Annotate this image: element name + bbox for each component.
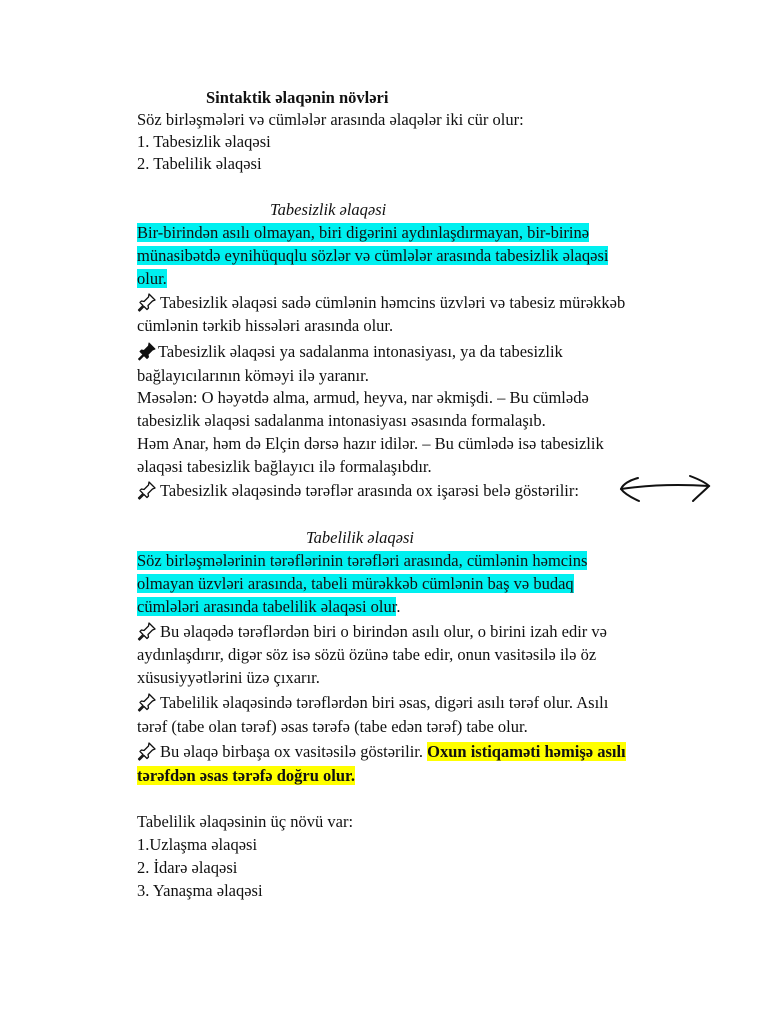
tabesizlik-definition-line-1 [137, 222, 589, 244]
point-text: Tabesizlik əlaqəsi ya sadalanma intonasiyası, ya da tabesizlik [158, 342, 563, 361]
tabesizlik-heading: Tabesizlik əlaqəsi [270, 200, 387, 219]
highlighted-text: cümlələri arasında tabelilik əlaqəsi olur [137, 597, 397, 616]
subtypes-intro: Tabelilik əlaqəsinin üç növü var: [137, 812, 354, 831]
tabelilik-definition-line-1 [137, 550, 587, 572]
tabesizlik-definition-line-3 [137, 268, 167, 290]
tabelilik-point-3-cont [137, 765, 355, 787]
tabesizlik-definition-line-2 [137, 245, 608, 267]
pushpin-outline-icon [137, 480, 157, 500]
point-text: Tabesizlik əlaqəsində tərəflər arasında ox işarəsi belə göstərilir: [160, 481, 579, 500]
type-item-2: 2. Tabelilik əlaqəsi [137, 154, 262, 173]
subtype-item-3: 3. Yanaşma əlaqəsi [137, 881, 263, 900]
type-item-1: 1. Tabesizlik əlaqəsi [137, 132, 271, 151]
tabelilik-point-1-cont-2: xüsusiyyətlərini üzə çıxarır. [137, 668, 320, 687]
pushpin-filled-icon [137, 341, 157, 361]
point-text: Tabelilik əlaqəsində tərəflərdən biri əsas, digəri asılı tərəf olur. Asılı [160, 693, 609, 712]
subtype-item-1: 1.Uzlaşma əlaqəsi [137, 835, 258, 854]
tabelilik-point-1 [137, 621, 607, 643]
tabelilik-heading: Tabelilik əlaqəsi [306, 528, 415, 547]
example-2-line-1: Həm Anar, həm də Elçin dərsə hazır idilər. – Bu cümlədə isə tabesizlik [137, 434, 604, 453]
highlighted-text: münasibətdə eynihüquqlu sözlər və cümlələr arasında tabesizlik əlaqəsi [137, 246, 609, 265]
highlighted-text: Söz birləşmələrinin tərəflərinin tərəfləri arasında, cümlənin həmcins [137, 551, 588, 570]
highlighted-text: olmayan üzvləri arasında, tabeli mürəkkəb cümlənin baş və budaq [137, 574, 574, 593]
example-1-line-1: Məsələn: O həyətdə alma, armud, heyva, nar əkmişdi. – Bu cümlədə [137, 388, 589, 407]
tabesizlik-point-1 [137, 292, 625, 314]
tabelilik-definition-line-2 [137, 573, 574, 595]
point-text: Bu əlaqə birbaşa ox vasitəsilə göstərilir. [160, 742, 424, 761]
tabelilik-point-1-cont-1: aydınlaşdırır, digər söz isə sözü özünə tabe edir, onun vasitəsilə ilə öz [137, 645, 597, 664]
subtype-item-2: 2. İdarə əlaqəsi [137, 858, 238, 877]
tabesizlik-point-2 [137, 341, 563, 363]
tabelilik-point-3 [137, 741, 626, 763]
intro-text: Söz birləşmələri və cümlələr arasında əlaqələr iki cür olur: [137, 110, 524, 129]
highlighted-text: olur. [137, 269, 167, 288]
definition-period: . [396, 597, 401, 616]
tabesizlik-point-2-cont: bağlayıcılarının köməyi ilə yaranır. [137, 366, 369, 385]
double-arrow-icon [618, 472, 713, 508]
page-title: Sintaktik əlaqənin növləri [206, 88, 389, 107]
pushpin-outline-icon [137, 292, 157, 312]
tabelilik-point-2-cont: tərəf (tabe olan tərəf) əsas tərəfə (tabe edən tərəf) tabe olur. [137, 717, 528, 736]
tabelilik-definition-line-3 [137, 596, 400, 618]
highlighted-text: Bir-birindən asılı olmayan, biri digərini aydınlaşdırmayan, bir-birinə [137, 223, 590, 242]
example-1-line-2: tabesizlik əlaqəsi sadalanma intonasiyası əsasında formalaşıb. [137, 411, 546, 430]
point-text: Bu əlaqədə tərəflərdən biri o birindən asılı olur, o birini izah edir və [160, 622, 607, 641]
example-2-line-2: əlaqəsi tabesizlik bağlayıcı ilə formalaşıbdır. [137, 457, 432, 476]
pushpin-outline-icon [137, 741, 157, 761]
yellow-highlighted-text: tərəfdən əsas tərəfə doğru olur. [137, 766, 355, 785]
tabesizlik-point-1-cont: cümlənin tərkib hissələri arasında olur. [137, 316, 394, 335]
tabesizlik-point-3 [137, 480, 579, 502]
point-text: Tabesizlik əlaqəsi sadə cümlənin həmcins üzvləri və tabesiz mürəkkəb [160, 293, 626, 312]
pushpin-outline-icon [137, 692, 157, 712]
tabelilik-point-2 [137, 692, 608, 714]
pushpin-outline-icon [137, 621, 157, 641]
yellow-highlighted-text: Oxun istiqaməti həmişə asılı [427, 742, 626, 761]
